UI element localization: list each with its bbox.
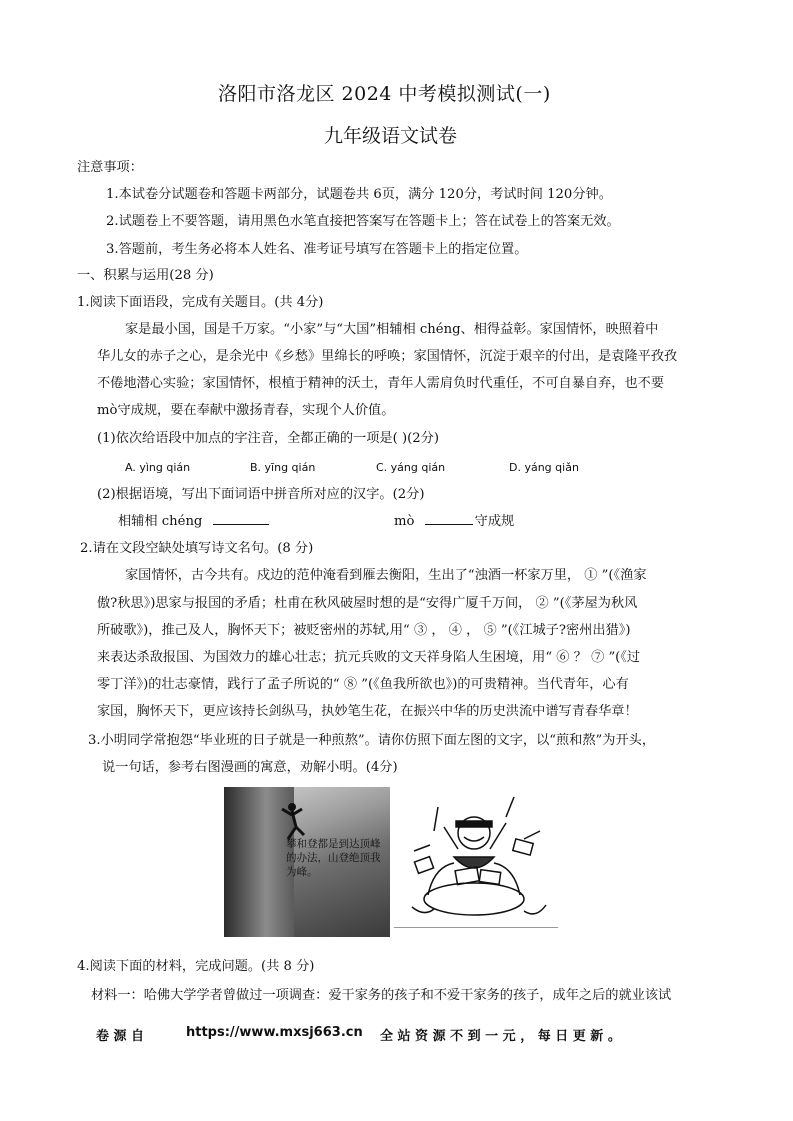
question-stem: 2.请在文段空缺处填写诗文名句。(8 分) [80, 541, 314, 556]
answer-blank [425, 512, 473, 525]
paragraph-line: 傲?秋思》)思家与报国的矛盾；杜甫在秋风破屋时想的是“安得广厦千万间， ② ”(《茅屋为秋风 [97, 596, 638, 611]
studying-student-icon [394, 787, 558, 927]
material-text: 材料一：哈佛大学学者曾做过一项调查：爱干家务的孩子和不爱干家务的孩子，成年之后的就业该试 [91, 988, 672, 1003]
notice-item: 2.试题卷上不要答题，请用黑色水笔直接把答案写在答题卡上；答在试卷上的答案无效。 [106, 214, 620, 229]
footer-left: 卷 源 自 [96, 1029, 145, 1044]
paragraph-line: 家国，胸怀天下，更应该持长剑纵马，执妙笔生花，在振兴中华的历史洪流中谱写青春华章！ [97, 704, 638, 719]
question-stem: 4.阅读下面的材料，完成问题。(共 8 分) [77, 959, 315, 974]
option-d: D. yáng qiǎn [509, 461, 579, 474]
climbing-photo [224, 787, 390, 937]
section-heading: 一、积累与运用(28 分) [77, 268, 214, 283]
option-a: A. yìng qián [125, 461, 191, 474]
question-stem: 1.阅读下面语段，完成有关题目。(共 4分) [77, 295, 324, 310]
notice-item: 3.答题前，考生务必将本人姓名、准考证号填写在答题卡上的指定位置。 [106, 242, 528, 257]
fill-item-b [394, 512, 514, 532]
answer-blank [213, 512, 269, 525]
paragraph-line: 来表达杀敌报国、为国效力的雄心壮志；抗元兵败的文天祥身陷人生困境，用“ ⑥ ？ ⑦ ”(《过 [97, 650, 641, 665]
notice-heading: 注意事项： [77, 160, 143, 175]
photo-caption: 攀和登都是到达顶峰的办法，山登绝顶我为峰。 [286, 838, 381, 878]
fill-label: 守成规 [474, 514, 515, 529]
paragraph-line: 零丁洋》)的壮志豪情，践行了孟子所说的“ ⑧ ”(《鱼我所欲也》)的可贵精神。当代青年，心有 [97, 677, 629, 692]
option-b: B. yīng qián [250, 461, 316, 474]
exam-title: 洛阳市洛龙区 2024 中考模拟测试(一) [218, 83, 551, 105]
fill-label: 相辅相 chéng [118, 514, 203, 529]
sub-question: (1)依次给语段中加点的字注音，全都正确的一项是( )(2分) [97, 431, 439, 446]
paragraph-line: 家国情怀，古今共有。戍边的范仲淹看到雁去衡阳，生出了“浊酒一杯家万里， ① ”(《渔家 [125, 568, 647, 583]
paragraph-line: mò守成规，要在奉献中激扬青春，实现个人价值。 [97, 403, 395, 418]
paragraph-line: 不倦地潜心实验；家国情怀，根植于精神的沃土，青年人需肩负时代重任，不可自暴自弃，也不要 [97, 376, 665, 391]
question-stem: 说一句话，参考右图漫画的寓意，劝解小明。(4分) [102, 760, 398, 775]
footer-source-label [96, 1025, 144, 1044]
question-stem: 3.小明同学常抱怨“毕业班的日子就是一种煎熬”。请你仿照下面左图的文字，以“煎和熬”为开头， [88, 733, 656, 748]
fill-label: mò [394, 514, 415, 529]
notice-item: 1.本试卷分试题卷和答题卡两部分，试题卷共 6页，满分 120分，考试时间 120分钟。 [106, 187, 612, 202]
exam-subtitle: 九年级语文试卷 [324, 125, 458, 147]
fill-item-a [118, 512, 269, 532]
option-c: C. yáng qián [376, 461, 446, 474]
sub-question: (2)根据语境，写出下面词语中拼音所对应的汉字。(2分) [97, 487, 425, 502]
paragraph-line: 华儿女的赤子之心，是余光中《乡愁》里绵长的呼唤；家国情怀，沉淀于艰辛的付出，是袁隆平孜孜 [97, 349, 678, 364]
cartoon-illustration [394, 787, 558, 928]
footer-url[interactable]: https://www.mxsj663.cn [186, 1025, 363, 1040]
footer-right: 全 站 资 源 不 到 一 元 ， 每 日 更 新 。 [380, 1029, 621, 1044]
paragraph-line: 家是最小国，国是千万家。“小家”与“大国”相辅相 chéng、相得益彰。家国情怀，映照着中 [125, 322, 659, 337]
paragraph-line: 所破歌》)，推己及人，胸怀天下；被贬密州的苏轼,用“ ③ ， ④ ， ⑤ ”(《江城子?密州出猎》) [97, 623, 631, 638]
